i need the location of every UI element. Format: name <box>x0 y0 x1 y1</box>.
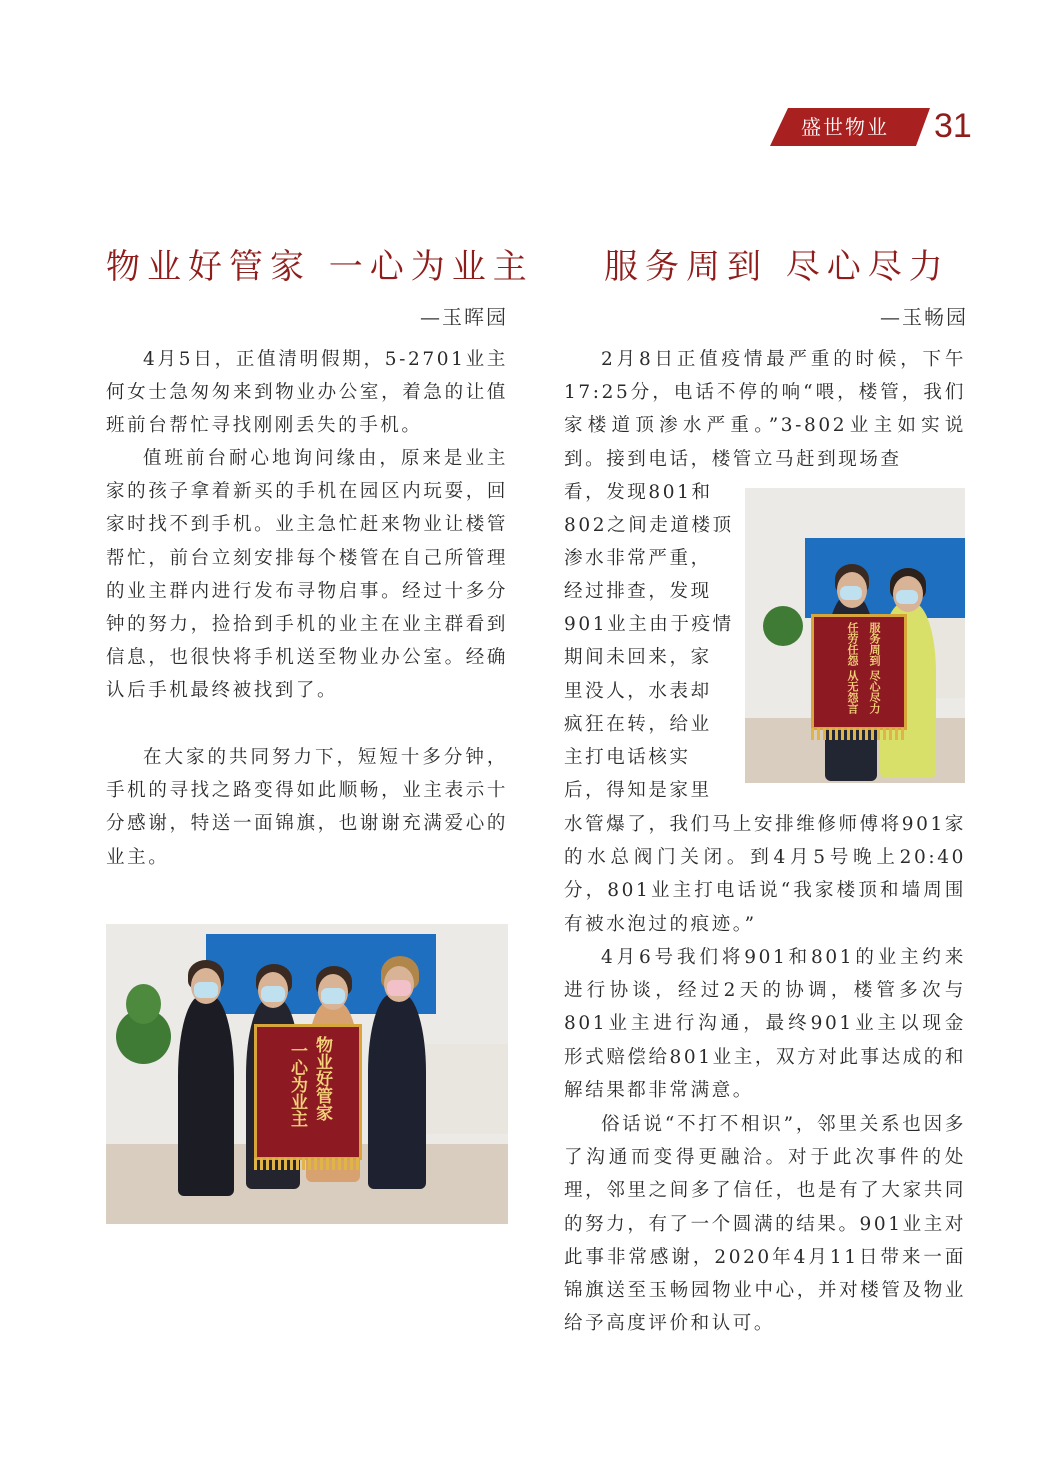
right-paragraph: 4月6号我们将901和801的业主约来进行协谈，经过2天的协调，楼管多次与801业主进行沟通，最终901业主以现金形式赔偿给801业主，双方对此事达成的和解结果都非常满意。 <box>564 947 966 1101</box>
page-number: 31 <box>934 107 972 145</box>
wrapped-line: 看，发现801和 <box>564 482 713 503</box>
wrapped-line: 经过排查，发现 <box>564 581 712 602</box>
right-banner-line: 服务周到 尽心尽力 <box>868 622 881 714</box>
wrapped-line: 901业主由于疫情 <box>564 614 734 635</box>
left-banner-line: 一心为业主 <box>287 1042 307 1127</box>
right-article-photo <box>745 488 965 783</box>
right-banner-line: 任劳任怨 从无怨言 <box>846 622 859 714</box>
wrapped-line: 期间未回来，家 <box>564 647 712 668</box>
left-paragraph: 在大家的共同努力下，短短十多分钟，手机的寻找之路变得如此顺畅，业主表示十分感谢，特送一面锦旗，也谢谢充满爱心的业主。 <box>106 747 508 868</box>
left-banner-line: 物业好管家 <box>312 1036 332 1121</box>
left-paragraph: 4月5日，正值清明假期，5-2701业主何女士急匆匆来到物业办公室，着急的让值班前台帮忙寻找刚刚丢失的手机。 <box>106 349 508 437</box>
right-paragraph: 水管爆了，我们马上安排维修师傅将901家的水总阀门关闭。到4月5号晚上20:40分，801业主打电话说“我家楼顶和墙周围有被水泡过的痕迹。” <box>564 814 966 935</box>
right-article-title: 服务周到 尽心尽力 <box>604 247 950 287</box>
left-article-byline: —玉晖园 <box>420 305 508 329</box>
section-label: 盛世物业 <box>801 115 889 139</box>
wrapped-line: 疯狂在转，给业 <box>564 714 712 735</box>
left-article-title: 物业好管家 一心为业主 <box>106 247 534 287</box>
wrapped-line: 渗水非常严重， <box>564 548 712 569</box>
right-paragraph: 俗话说“不打不相识”，邻里关系也因多了沟通而变得更融洽。对于此次事件的处理，邻里之间多了信任，也是有了大家共同的努力，有了一个圆满的结果。901业主对此事非常感谢，2020年4月11日带来一面锦旗送至玉畅园物业中心，并对楼管及物业给予高度评价和认可。 <box>564 1114 966 1335</box>
left-paragraph: 值班前台耐心地询问缘由，原来是业主家的孩子拿着新买的手机在园区内玩耍，回家时找不到手机。业主急忙赶来物业让楼管帮忙，前台立刻安排每个楼管在自己所管理的业主群内进行发布寻物启事。经过十多分钟的努力，捡拾到手机的业主在业主群看到信息，也很快将手机送至物业办公室。经确认后手机最终被找到了。 <box>106 448 508 702</box>
right-paragraph: 2月8日正值疫情最严重的时候，下午17:25分，电话不停的响“喂，楼管，我们家楼道顶渗水严重。”3-802业主如实说到。接到电话，楼管立马赶到现场查 <box>564 349 966 470</box>
wrapped-line: 802之间走道楼顶 <box>564 515 734 536</box>
left-article-photo <box>106 924 508 1224</box>
wrapped-line: 后，得知是家里 <box>564 780 712 801</box>
wrapped-line: 主打电话核实 <box>564 747 691 768</box>
wrapped-line: 里没人，水表却 <box>564 681 712 702</box>
right-article-byline: —玉畅园 <box>880 305 968 329</box>
